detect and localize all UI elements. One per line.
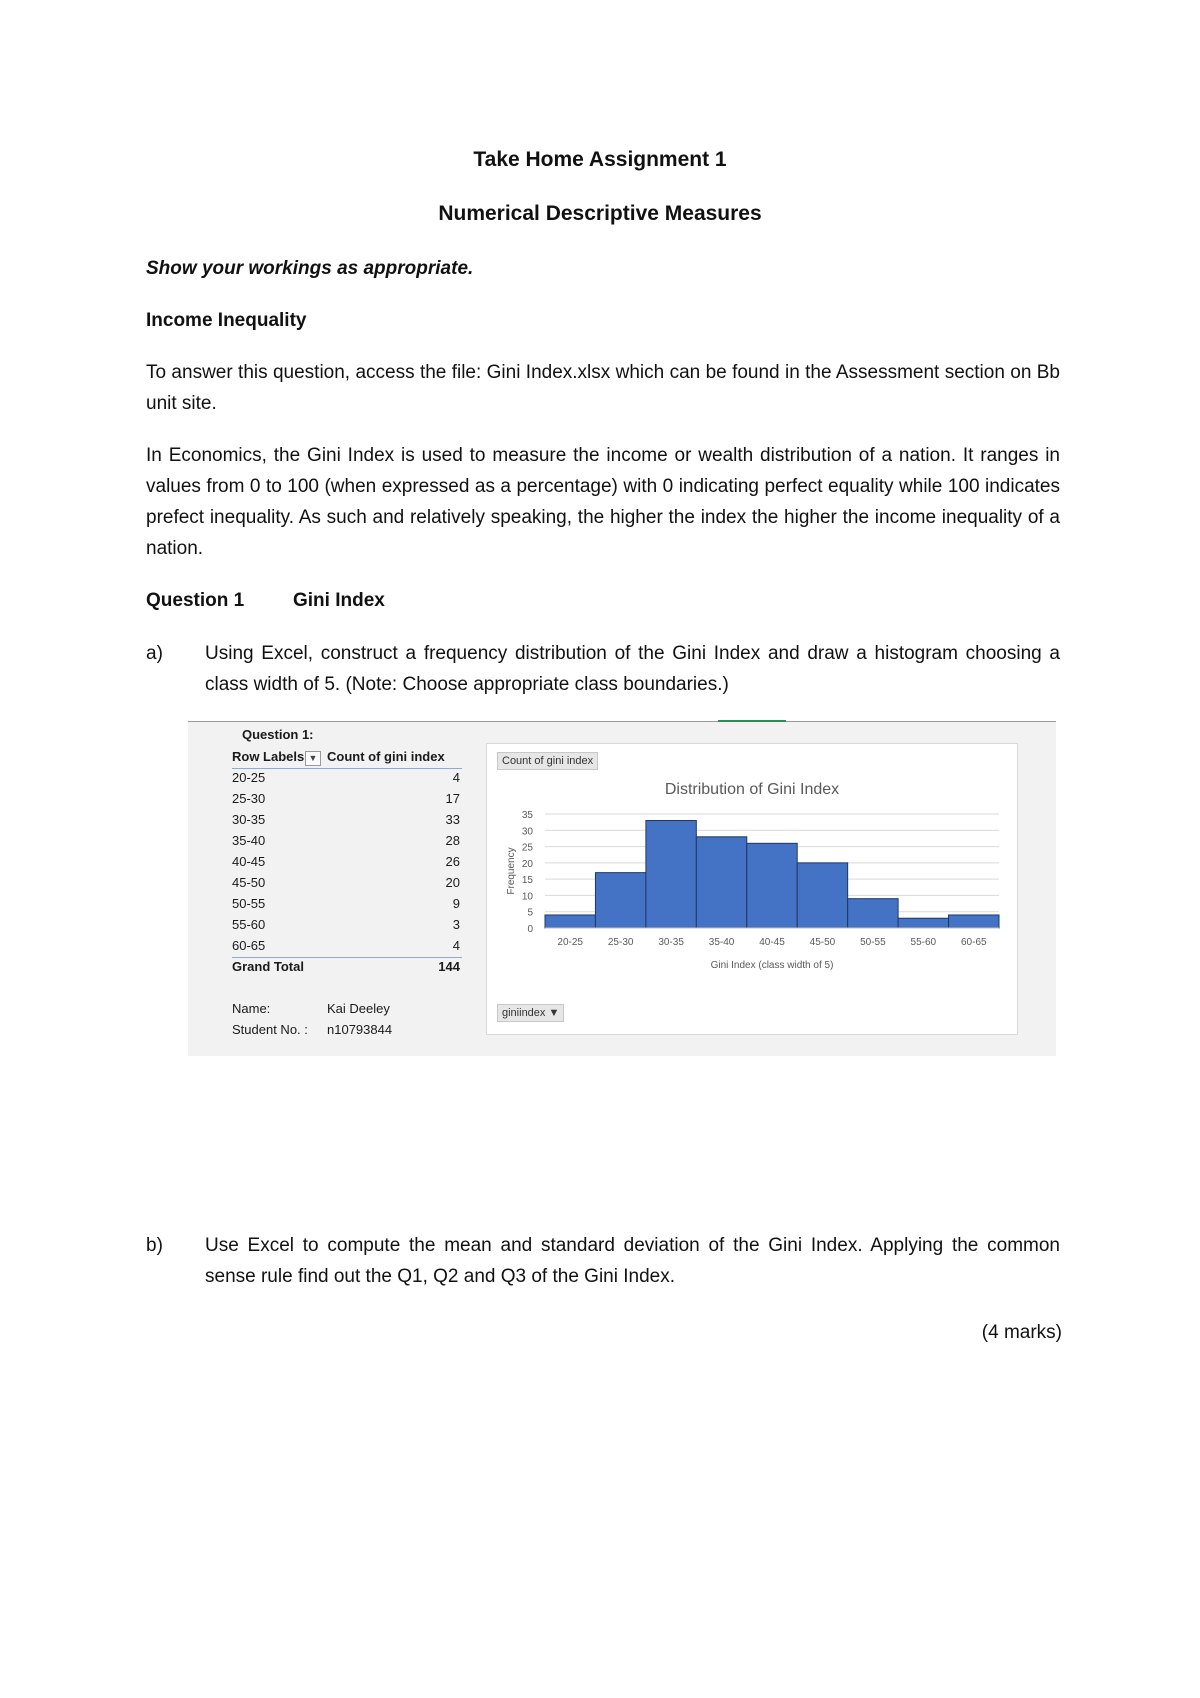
grand-total-row xyxy=(232,959,462,979)
pivot-title: Question 1: xyxy=(242,727,314,742)
doc-subtitle: Numerical Descriptive Measures xyxy=(438,202,762,225)
part-a-text: Using Excel, construct a frequency distribution of the Gini Index and draw a histogram choosing a class width of 5. (Note: Choose appropriate class boundaries.) xyxy=(205,643,1060,695)
table-row xyxy=(232,833,462,853)
row-count: 33 xyxy=(445,812,460,827)
x-tick-label: 20-25 xyxy=(557,937,584,948)
table-row xyxy=(232,938,462,958)
row-count: 28 xyxy=(445,833,460,848)
table-row xyxy=(232,791,462,811)
name-value: Kai Deeley xyxy=(327,1001,390,1016)
row-label: 40-45 xyxy=(232,854,266,869)
gini-explanation-paragraph: In Economics, the Gini Index is used to measure the income or wealth distribution of a nation. It ranges in values from 0 to 100 (when expressed as a percentage) with 0 indicating perfect equality while 100 indicates prefect inequality. As such and relatively speaking, the higher the index the higher the income inequality of a nation. xyxy=(146,445,1060,559)
row-label: 20-25 xyxy=(232,770,266,785)
axis-field-button[interactable]: giniindex ▼ xyxy=(497,1004,564,1022)
table-row xyxy=(232,917,462,937)
question-label: Question 1 xyxy=(146,590,245,611)
pivot-header xyxy=(232,749,462,769)
name-label: Name: xyxy=(232,1001,271,1016)
filter-dropdown-icon[interactable]: ▼ xyxy=(305,751,321,766)
table-row xyxy=(232,875,462,895)
x-tick-label: 25-30 xyxy=(607,937,634,948)
x-tick-label: 30-35 xyxy=(658,937,684,948)
intro-paragraph: To answer this question, access the file: Gini Index.xlsx which can be found in the Assessment section on Bb unit site. xyxy=(146,362,1060,414)
row-label: 35-40 xyxy=(232,833,266,848)
y-tick-label: 35 xyxy=(521,810,533,821)
x-tick-label: 45-50 xyxy=(809,937,836,948)
question-title: Gini Index xyxy=(293,590,385,611)
y-tick-label: 10 xyxy=(521,891,533,903)
row-count: 26 xyxy=(445,854,460,869)
student-number-label: Student No. : xyxy=(232,1022,308,1037)
part-b-text: Use Excel to compute the mean and standard deviation of the Gini Index. Applying the common sense rule find out the Q1, Q2 and Q3 of the Gini Index. xyxy=(205,1235,1060,1287)
section-heading: Income Inequality xyxy=(146,310,307,331)
row-count: 9 xyxy=(452,896,460,911)
histogram-bar xyxy=(797,863,847,928)
row-count: 4 xyxy=(452,770,460,785)
y-axis-title: Frequency xyxy=(506,847,517,895)
x-tick-label: 60-65 xyxy=(960,937,987,948)
student-name-row xyxy=(232,1001,462,1021)
table-row xyxy=(232,896,462,916)
part-a-label: a) xyxy=(146,643,163,664)
histogram-svg xyxy=(487,744,1017,1034)
row-label: 50-55 xyxy=(232,896,266,911)
total-rule xyxy=(232,957,462,958)
row-count: 3 xyxy=(452,917,460,932)
header-rule xyxy=(232,768,462,769)
instruction: Show your workings as appropriate. xyxy=(146,258,474,279)
excel-selection-mark xyxy=(718,720,786,722)
histogram-bar xyxy=(696,837,746,928)
histogram-bar xyxy=(747,843,797,928)
student-number-value: n10793844 xyxy=(327,1022,393,1037)
table-row xyxy=(232,770,462,790)
row-count: 20 xyxy=(445,875,460,890)
grand-total-label: Grand Total xyxy=(232,959,304,974)
histogram-bar xyxy=(898,918,948,928)
x-tick-label: 55-60 xyxy=(910,937,937,948)
row-label: 30-35 xyxy=(232,812,266,827)
row-label: 60-65 xyxy=(232,938,266,953)
y-tick-label: 30 xyxy=(521,826,533,838)
table-row xyxy=(232,812,462,832)
row-labels-header: Row Labels xyxy=(232,749,305,764)
histogram-bar xyxy=(545,915,595,928)
row-label: 45-50 xyxy=(232,875,266,890)
y-tick-label: 25 xyxy=(521,842,533,854)
table-row xyxy=(232,854,462,874)
chart-title: Distribution of Gini Index xyxy=(664,781,840,798)
x-tick-label: 50-55 xyxy=(860,937,886,948)
histogram-bar xyxy=(949,915,999,928)
row-label: 25-30 xyxy=(232,791,266,806)
y-tick-label: 0 xyxy=(527,924,533,935)
student-number-row xyxy=(232,1022,462,1042)
marks: (4 marks) xyxy=(981,1322,1062,1343)
x-axis-title: Gini Index (class width of 5) xyxy=(710,960,834,971)
excel-screenshot xyxy=(188,721,1056,1056)
y-tick-label: 15 xyxy=(521,875,533,887)
y-tick-label: 5 xyxy=(527,907,533,919)
histogram-bar xyxy=(646,821,696,928)
row-label: 55-60 xyxy=(232,917,266,932)
part-b-label: b) xyxy=(146,1235,163,1256)
histogram-bar xyxy=(595,873,645,928)
x-tick-label: 40-45 xyxy=(759,937,785,948)
y-tick-label: 20 xyxy=(521,858,533,870)
doc-title: Take Home Assignment 1 xyxy=(473,148,727,171)
x-tick-label: 35-40 xyxy=(708,937,735,948)
grand-total-value: 144 xyxy=(438,959,460,974)
histogram-bar xyxy=(848,899,898,928)
row-count: 17 xyxy=(445,791,460,806)
value-field-button[interactable]: Count of gini index xyxy=(497,752,598,770)
count-header: Count of gini index xyxy=(327,749,445,764)
row-count: 4 xyxy=(452,938,460,953)
histogram-chart[interactable] xyxy=(486,743,1018,1035)
